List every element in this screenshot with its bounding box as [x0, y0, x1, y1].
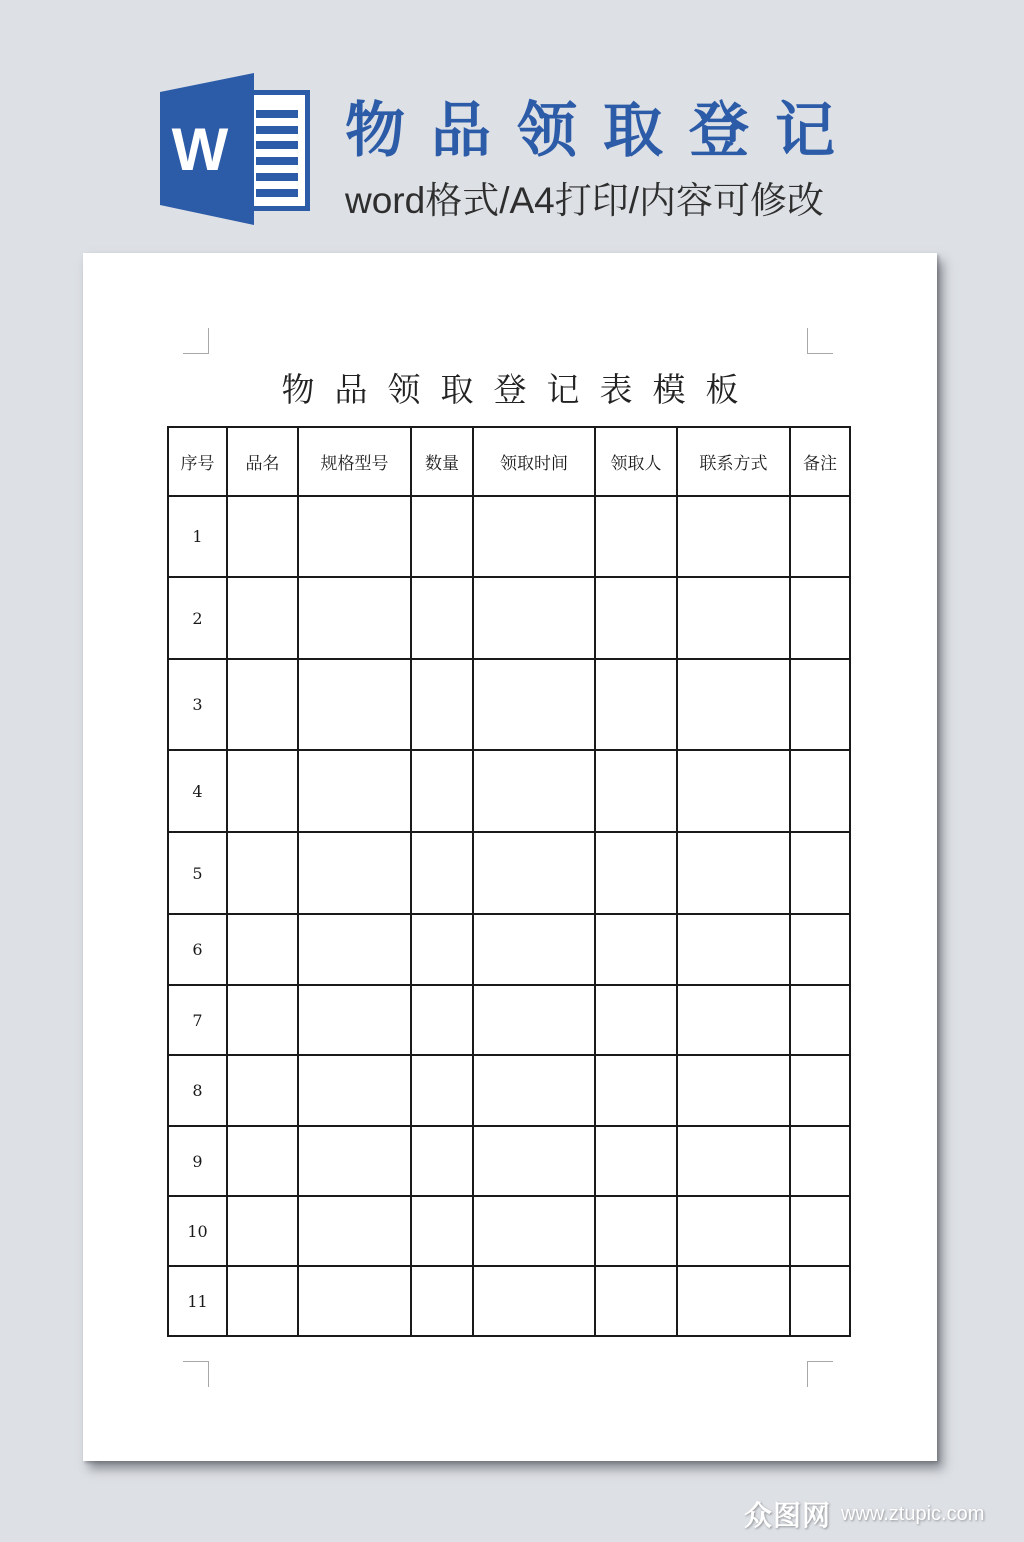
cell[interactable]	[411, 985, 473, 1055]
cell[interactable]	[298, 496, 411, 577]
watermark-logo: 众图网	[744, 1499, 832, 1532]
cell[interactable]	[677, 659, 790, 750]
banner-subtitle: word格式/A4打印/内容可修改	[345, 180, 825, 221]
table-row	[168, 659, 850, 750]
cell[interactable]	[677, 1126, 790, 1196]
margin-corner-top-right	[807, 328, 833, 354]
table-row	[168, 1126, 850, 1196]
cell[interactable]	[227, 1055, 298, 1126]
cell[interactable]	[227, 1126, 298, 1196]
row-number: 4	[168, 750, 227, 832]
document-page	[83, 253, 937, 1461]
header-contact: 联系方式	[677, 427, 790, 496]
header-collector: 领取人	[595, 427, 677, 496]
cell[interactable]	[411, 1196, 473, 1266]
cell[interactable]	[595, 1055, 677, 1126]
cell[interactable]	[473, 496, 595, 577]
row-number: 10	[168, 1196, 227, 1266]
table-row	[168, 832, 850, 914]
margin-corner-top-left	[183, 328, 209, 354]
margin-corner-bottom-left	[183, 1361, 209, 1387]
margin-corner-bottom-right	[807, 1361, 833, 1387]
cell[interactable]	[595, 577, 677, 659]
cell[interactable]	[790, 577, 850, 659]
watermark-url: www.ztupic.com	[841, 1502, 985, 1525]
table-row	[168, 914, 850, 985]
row-number: 3	[168, 659, 227, 750]
header-remarks: 备注	[790, 427, 850, 496]
table-row	[168, 1266, 850, 1336]
table-row	[168, 577, 850, 659]
cell[interactable]	[411, 1055, 473, 1126]
cell[interactable]	[677, 914, 790, 985]
document-title: 物品领取登记表模板	[281, 370, 759, 409]
cell[interactable]	[227, 914, 298, 985]
cell[interactable]	[411, 1266, 473, 1336]
cell[interactable]	[227, 577, 298, 659]
cell[interactable]	[790, 1196, 850, 1266]
cell[interactable]	[298, 914, 411, 985]
cell[interactable]	[473, 1196, 595, 1266]
cell[interactable]	[411, 577, 473, 659]
cell[interactable]	[790, 496, 850, 577]
cell[interactable]	[677, 1266, 790, 1336]
cell[interactable]	[227, 1266, 298, 1336]
table-row	[168, 750, 850, 832]
cell[interactable]	[473, 985, 595, 1055]
cell[interactable]	[298, 577, 411, 659]
cell[interactable]	[227, 659, 298, 750]
row-number: 8	[168, 1055, 227, 1126]
cell[interactable]	[411, 659, 473, 750]
cell[interactable]	[790, 985, 850, 1055]
cell[interactable]	[790, 750, 850, 832]
table-row	[168, 1196, 850, 1266]
table-row	[168, 496, 850, 577]
cell[interactable]	[677, 496, 790, 577]
row-number: 5	[168, 832, 227, 914]
cell[interactable]	[595, 1196, 677, 1266]
cell[interactable]	[298, 1126, 411, 1196]
cell[interactable]	[595, 985, 677, 1055]
cell[interactable]	[677, 577, 790, 659]
header-collect-time: 领取时间	[473, 427, 595, 496]
cell[interactable]	[298, 1266, 411, 1336]
cell[interactable]	[473, 750, 595, 832]
cell[interactable]	[298, 1196, 411, 1266]
cell[interactable]	[677, 985, 790, 1055]
cell[interactable]	[227, 1196, 298, 1266]
cell[interactable]	[677, 1196, 790, 1266]
cell[interactable]	[595, 750, 677, 832]
row-number: 7	[168, 985, 227, 1055]
header-quantity: 数量	[411, 427, 473, 496]
cell[interactable]	[298, 832, 411, 914]
cell[interactable]	[790, 1126, 850, 1196]
cell[interactable]	[298, 659, 411, 750]
cell[interactable]	[790, 659, 850, 750]
cell[interactable]	[473, 1266, 595, 1336]
cell[interactable]	[411, 1126, 473, 1196]
cell[interactable]	[595, 1126, 677, 1196]
cell[interactable]	[298, 750, 411, 832]
cell[interactable]	[790, 1055, 850, 1126]
header-index: 序号	[168, 427, 227, 496]
cell[interactable]	[677, 832, 790, 914]
svg-text:W: W	[171, 116, 229, 183]
cell[interactable]	[595, 914, 677, 985]
row-number: 1	[168, 496, 227, 577]
cell[interactable]	[595, 832, 677, 914]
register-table	[167, 426, 851, 1337]
cell[interactable]	[227, 985, 298, 1055]
row-number: 2	[168, 577, 227, 659]
row-number: 9	[168, 1126, 227, 1196]
cell[interactable]	[411, 496, 473, 577]
cell[interactable]	[677, 1055, 790, 1126]
cell[interactable]	[595, 659, 677, 750]
cell[interactable]	[227, 750, 298, 832]
cell[interactable]	[411, 832, 473, 914]
cell[interactable]	[298, 985, 411, 1055]
row-number: 11	[168, 1266, 227, 1336]
cell[interactable]	[790, 1266, 850, 1336]
cell[interactable]	[677, 750, 790, 832]
header-item-name: 品名	[227, 427, 298, 496]
table-header-row	[168, 427, 850, 496]
cell[interactable]	[473, 577, 595, 659]
word-document-icon	[158, 73, 310, 225]
cell[interactable]	[473, 659, 595, 750]
cell[interactable]	[473, 1126, 595, 1196]
cell[interactable]	[595, 1266, 677, 1336]
cell[interactable]	[790, 832, 850, 914]
table-row	[168, 1055, 850, 1126]
cell[interactable]	[473, 914, 595, 985]
cell[interactable]	[227, 832, 298, 914]
cell[interactable]	[227, 496, 298, 577]
header-spec-model: 规格型号	[298, 427, 411, 496]
row-number: 6	[168, 914, 227, 985]
cell[interactable]	[473, 1055, 595, 1126]
watermark	[744, 1494, 984, 1534]
table-row	[168, 985, 850, 1055]
cell[interactable]	[473, 832, 595, 914]
cell[interactable]	[411, 914, 473, 985]
cell[interactable]	[595, 496, 677, 577]
cell[interactable]	[411, 750, 473, 832]
cell[interactable]	[298, 1055, 411, 1126]
banner-title: 物品领取登记	[345, 96, 861, 166]
cell[interactable]	[790, 914, 850, 985]
